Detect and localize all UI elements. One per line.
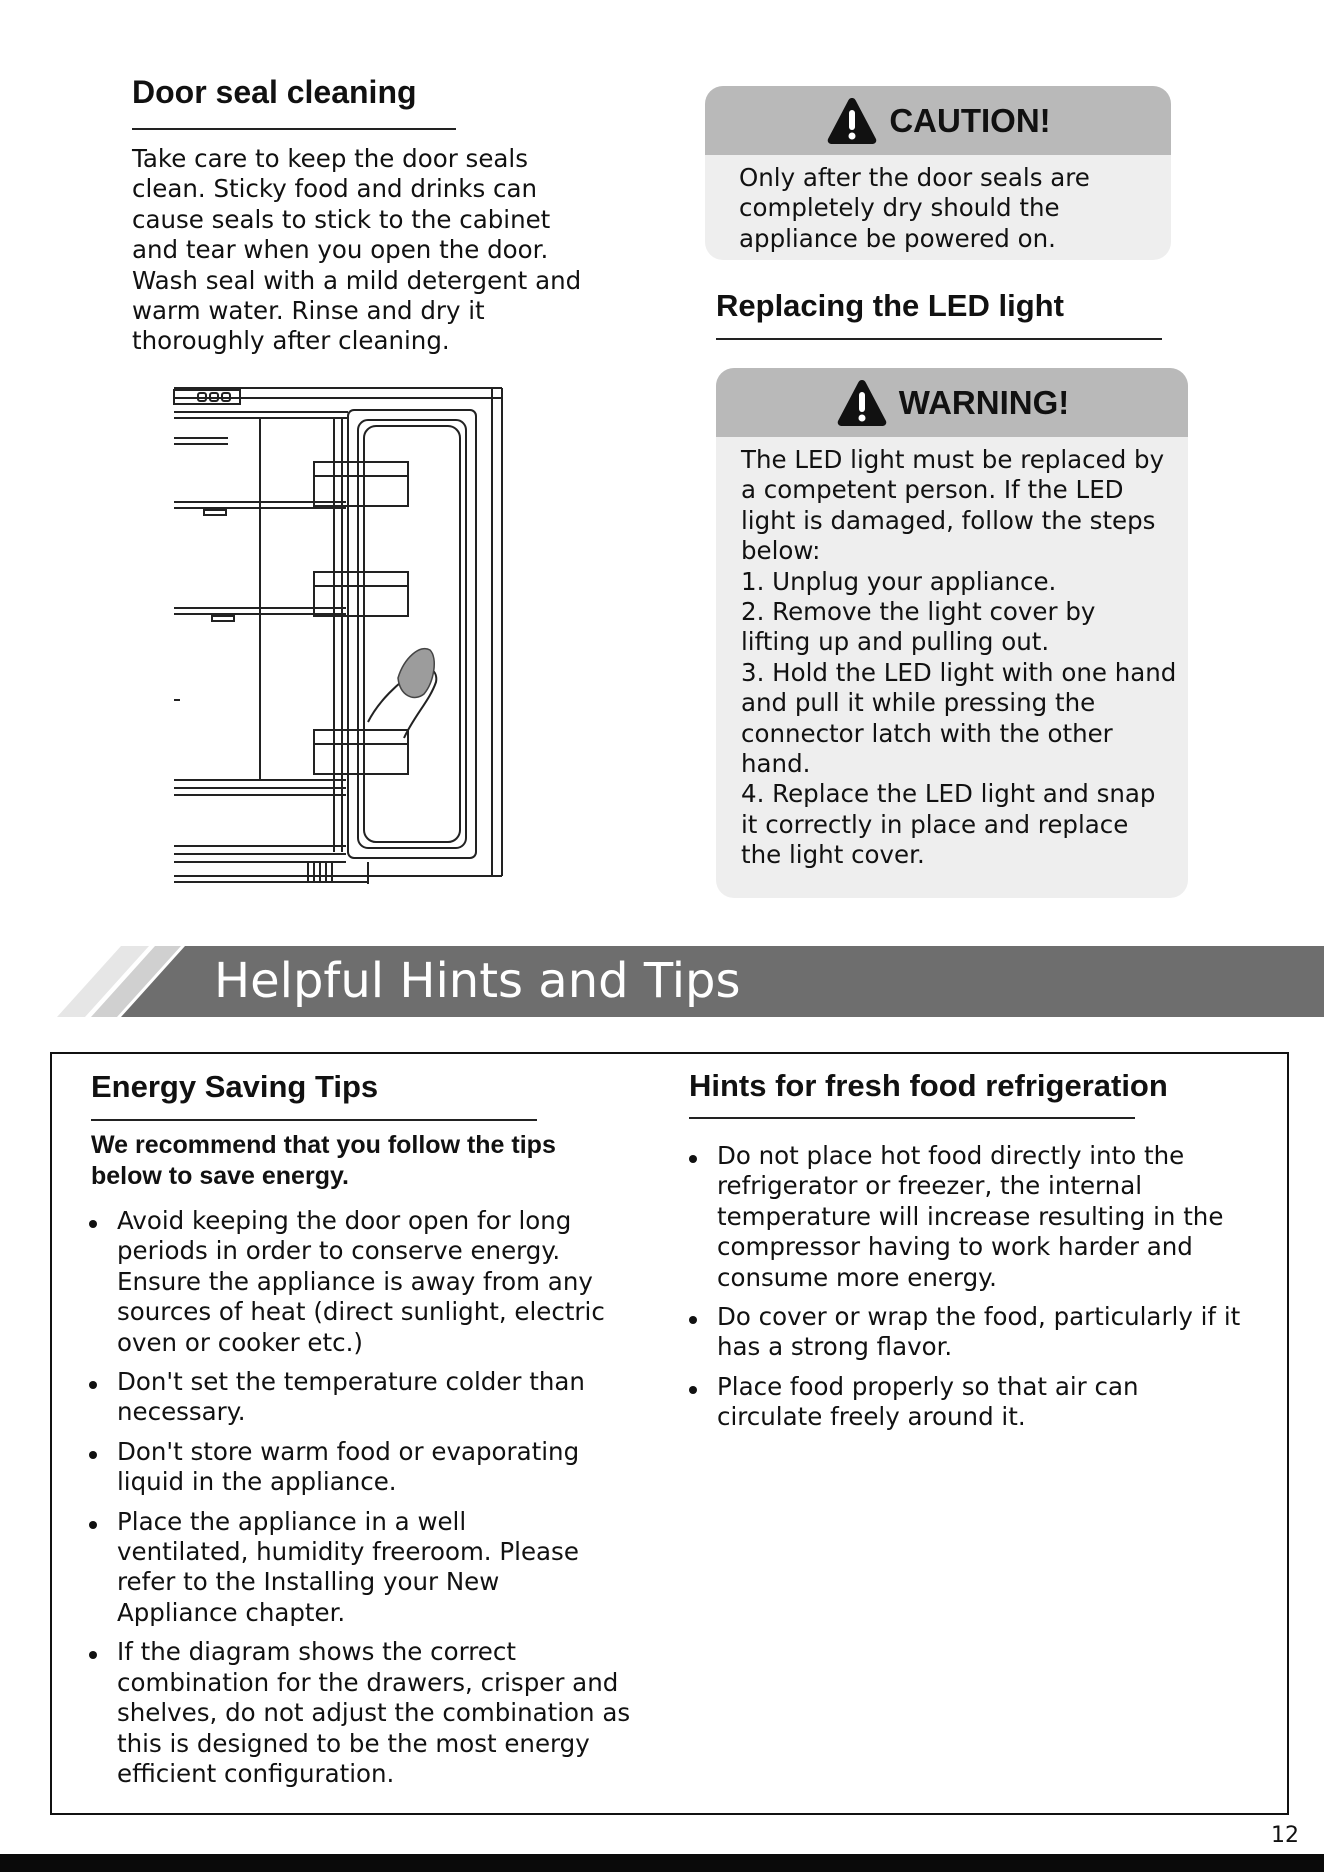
warning-box: [716, 368, 1188, 898]
list-item: Do not place hot food directly into the refrigerator or freezer, the internal temperature will increase resulting in the compressor having to work harder and consume more energy.: [689, 1141, 1269, 1293]
fridge-door-illustration: [168, 382, 508, 902]
warning-triangle-icon: [835, 377, 889, 429]
hints-box: [50, 1052, 1289, 1815]
led-heading-rule: [716, 338, 1162, 340]
caution-header: [705, 86, 1171, 155]
list-item: Don't set the temperature colder than necessary.: [89, 1367, 649, 1428]
list-item: Don't store warm food or evaporating liquid in the appliance.: [89, 1437, 649, 1498]
energy-lead: We recommend that you follow the tips below to save energy.: [91, 1131, 556, 1190]
footer-bar: [0, 1854, 1324, 1872]
door-seal-body: Take care to keep the door seals clean. Sticky food and drinks can cause seals to stick to the cabinet and tear when you open the door. Wash seal with a mild detergent and warm water. Rinse and dry it thoroughly after cleaning.: [132, 144, 582, 356]
list-item: Do cover or wrap the food, particularly if it has a strong flavor.: [689, 1302, 1269, 1363]
energy-tips-list: [89, 1206, 649, 1798]
fresh-tips-list: [689, 1141, 1269, 1442]
fresh-heading-rule: [689, 1117, 1135, 1119]
warning-label: WARNING!: [898, 383, 1070, 421]
warning-body: The LED light must be replaced by a competent person. If the LED light is damaged, follow the steps below: 1. Unplug your appliance. 2. Remove the light cover by lifting up and pulling out. 3. Hold the LED light with one hand and pull it while pressing the connector latch with the other hand. 4. Replace the LED light and snap it correctly in place and replace the light cover.: [741, 445, 1177, 870]
caution-body: Only after the door seals are completely dry should the appliance be powered on.: [739, 163, 1090, 253]
warning-triangle-icon: [825, 95, 879, 147]
led-heading: Replacing the LED light: [716, 288, 1064, 323]
energy-heading: Energy Saving Tips: [91, 1069, 379, 1104]
page-number: 12: [1271, 1823, 1299, 1848]
list-item: Place the appliance in a well ventilated, humidity freeroom. Please refer to the Installing your New Appliance chapter.: [89, 1507, 649, 1629]
list-item: If the diagram shows the correct combination for the drawers, crisper and shelves, do not adjust the combination as this is designed to be the most energy efficient configuration.: [89, 1637, 649, 1789]
door-seal-heading-rule: [132, 128, 456, 130]
door-seal-heading: Door seal cleaning: [132, 74, 417, 110]
caution-box: [705, 86, 1171, 260]
list-item: Place food properly so that air can circulate freely around it.: [689, 1372, 1269, 1433]
list-item: Avoid keeping the door open for long periods in order to conserve energy. Ensure the appliance is away from any sources of heat (direct sunlight, electric oven or cooker etc.): [89, 1206, 649, 1358]
energy-heading-rule: [91, 1119, 537, 1121]
warning-header: [716, 368, 1188, 437]
banner-title: Helpful Hints and Tips: [214, 953, 741, 1009]
caution-label: CAUTION!: [889, 101, 1051, 139]
fresh-heading: Hints for fresh food refrigeration: [689, 1068, 1168, 1103]
